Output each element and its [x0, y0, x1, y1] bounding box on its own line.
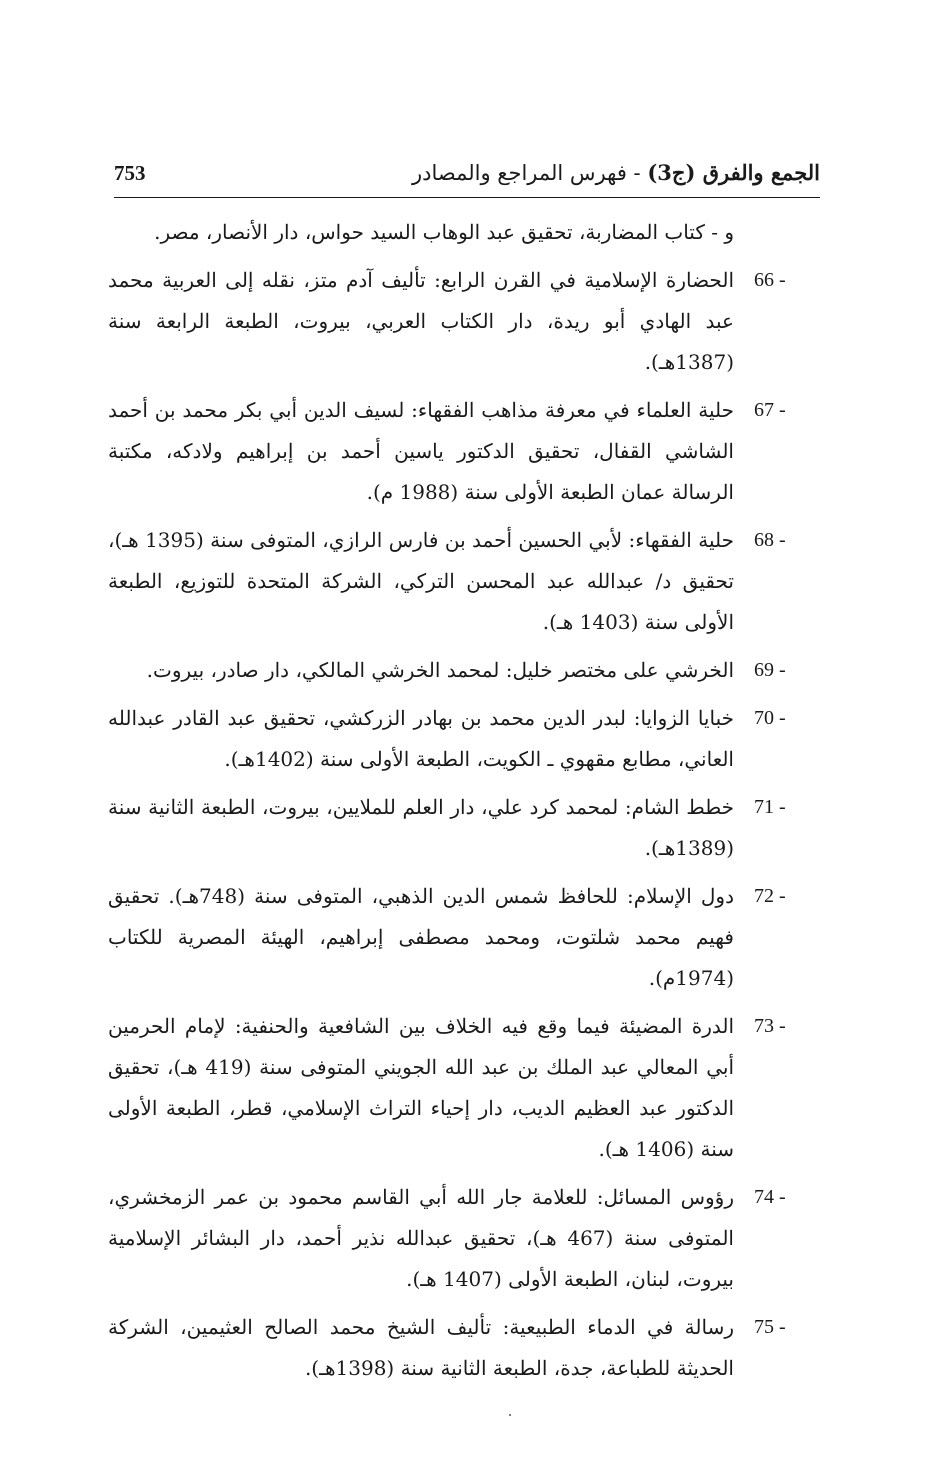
- reference-text: خطط الشام: لمحمد كرد علي، دار العلم للملايين، بيروت، الطبعة الثانية سنة (1389هـ).: [108, 795, 734, 860]
- reference-text: حلية العلماء في معرفة مذاهب الفقهاء: لسيف الدين أبي بكر محمد بن أحمد الشاشي القفال، تحقيق الدكتور ياسين أحمد بن إبراهيم ولادكه، مكتبة الرسالة عمان الطبعة الأولى سنة (1988 م).: [108, 398, 734, 504]
- running-title: [412, 158, 820, 188]
- scan-speck: [509, 1414, 511, 1416]
- reference-entry-67: [108, 390, 820, 513]
- header-rule: [114, 197, 820, 198]
- reference-entry-69: [108, 650, 820, 691]
- page-header: [114, 158, 820, 194]
- reference-text: دول الإسلام: للحافظ شمس الدين الذهبي، المتوفى سنة (748هـ). تحقيق فهيم محمد شلتوت، ومحمد مصطفى إبراهيم، الهيئة المصرية للكتاب (1974م).: [108, 884, 734, 990]
- reference-entry-68: [108, 520, 820, 643]
- reference-number: 74 -: [754, 1186, 786, 1208]
- reference-number: 67 -: [754, 399, 786, 421]
- page-number: 753: [114, 161, 146, 185]
- reference-text: حلية الفقهاء: لأبي الحسين أحمد بن فارس الرازي، المتوفى سنة (1395 هـ)، تحقيق د/ عبدالله عبد المحسن التركي، الشركة المتحدة للتوزيع، الطبعة الأولى سنة (1403 هـ).: [108, 528, 734, 634]
- references-list: [108, 212, 820, 1396]
- reference-number: 75 -: [754, 1316, 786, 1338]
- reference-number: 69 -: [754, 659, 786, 681]
- reference-number: 72 -: [754, 885, 786, 907]
- reference-text: و - كتاب المضاربة، تحقيق عبد الوهاب السيد حواس، دار الأنصار، مصر.: [154, 220, 734, 244]
- reference-number: 70 -: [754, 707, 786, 729]
- running-title-rest: - فهرس المراجع والمصادر: [412, 161, 648, 185]
- reference-text: خبايا الزوايا: لبدر الدين محمد بن بهادر الزركشي، تحقيق عبد القادر عبدالله العاني، مطابع مقهوي ـ الكويت، الطبعة الأولى سنة (1402هـ).: [108, 706, 734, 771]
- reference-entry-72: [108, 876, 820, 999]
- reference-entry-74: [108, 1177, 820, 1300]
- reference-entry-71: [108, 787, 820, 869]
- reference-text: الدرة المضيئة فيما وقع فيه الخلاف بين الشافعية والحنفية: لإمام الحرمين أبي المعالي عبد الملك بن عبد الله الجويني المتوفى سنة (419 هـ)، تحقيق الدكتور عبد العظيم الديب، دار إحياء التراث الإسلامي، قطر، الطبعة الأولى سنة (1406 هـ).: [108, 1014, 735, 1161]
- reference-number: 71 -: [754, 796, 786, 818]
- reference-number: 66 -: [754, 269, 786, 291]
- running-title-bold: الجمع والفرق (ج3): [647, 160, 820, 185]
- reference-entry-75: [108, 1307, 820, 1389]
- reference-text: رؤوس المسائل: للعلامة جار الله أبي القاسم محمود بن عمر الزمخشري، المتوفى سنة (467 هـ)، تحقيق عبدالله نذير أحمد، دار البشائر الإسلامية بيروت، لبنان، الطبعة الأولى (1407 هـ).: [108, 1185, 734, 1291]
- reference-text: الخرشي على مختصر خليل: لمحمد الخرشي المالكي، دار صادر، بيروت.: [146, 658, 734, 682]
- reference-entry-70: [108, 698, 820, 780]
- reference-entry-66: [108, 260, 820, 383]
- reference-number: 68 -: [754, 529, 786, 551]
- reference-entry-73: [108, 1006, 820, 1170]
- reference-text: رسالة في الدماء الطبيعية: تأليف الشيخ محمد الصالح العثيمين، الشركة الحديثة للطباعة، جدة، الطبعة الثانية سنة (1398هـ).: [108, 1315, 734, 1380]
- reference-entry-continuation: [108, 212, 820, 253]
- reference-number: 73 -: [754, 1015, 786, 1037]
- reference-text: الحضارة الإسلامية في القرن الرابع: تأليف آدم متز، نقله إلى العربية محمد عبد الهادي أبو ريدة، دار الكتاب العربي، بيروت، الطبعة الرابعة سنة (1387هـ).: [108, 268, 734, 374]
